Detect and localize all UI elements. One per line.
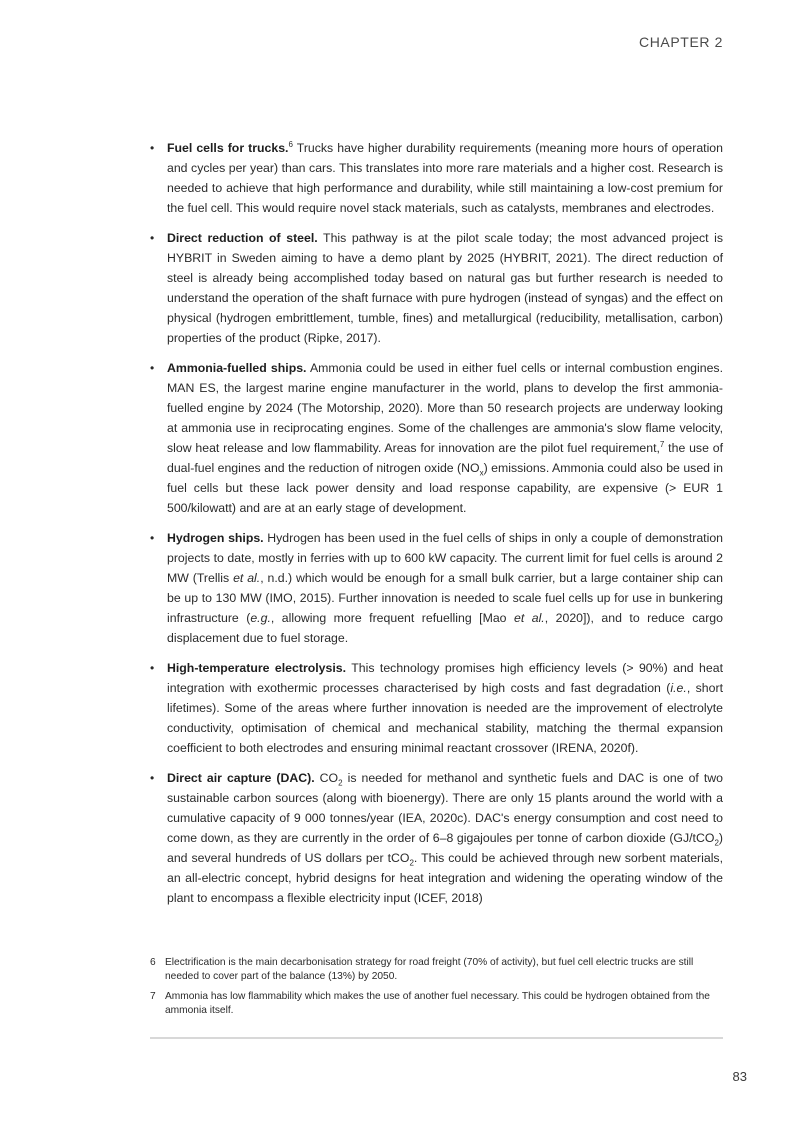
bullet-dot: • [150, 231, 155, 245]
footnote-ref-6[interactable]: 6 [288, 139, 293, 149]
bullet-text: , allowing more frequent refuelling [Mao [270, 611, 514, 625]
footnote-number: 7 [150, 991, 156, 1002]
bullet-direct-air-capture [150, 768, 723, 908]
bullet-dot: • [150, 361, 155, 375]
chapter-header: CHAPTER 2 [639, 34, 723, 50]
italic-text: e.g. [250, 611, 271, 625]
footnotes [150, 956, 723, 1024]
italic-text: et al. [233, 571, 261, 585]
bullet-fuel-cells-trucks [150, 138, 723, 218]
bullet-text: CO [314, 771, 339, 785]
bullet-title: High-temperature electrolysis. [167, 661, 347, 675]
footnote-text: Ammonia has low flammability which makes the use of another fuel necessary. This could be hydrogen obtained from the ammonia itself. [165, 991, 710, 1016]
subscript: 2 [338, 778, 343, 788]
innovation-list [150, 138, 723, 908]
page-number: 83 [732, 1069, 747, 1084]
bullet-text: . This could be achieved through new sorbent materials, an all-electric concept, hybrid designs for heat integration and widening the operating window of the plant to encompass a flexible electricity input (ICEF, 2018) [167, 851, 724, 905]
bullet-text: Trucks have higher durability requirements (meaning more hours of operation and cycles per year) than cars. This translates into more rare materials and a higher cost. Research is needed to achieve that high performance and durability, while still maintaining a low-cost premium for the fuel cell. This would require novel stack materials, such as catalysts, membranes and electrodes. [167, 141, 723, 215]
main-content [150, 138, 723, 918]
bullet-direct-reduction-steel [150, 228, 723, 348]
footnote-ref-7[interactable]: 7 [659, 439, 665, 449]
bullet-dot: • [150, 531, 155, 545]
bullet-text: , short lifetimes). Some of the areas where further innovation is needed are the improvement of electrolyte conductivity, optimisation of chemical and mechanical stability, matching the thermal expansion coefficient to both electrodes and ensuring minimal reactant crossover (IRENA, 2020f). [167, 681, 724, 755]
bullet-title: Ammonia-fuelled ships. [167, 361, 307, 375]
bullet-text: This technology promises high efficiency levels (> 90%) and heat integration with exothermic processes characterised by high costs and fast degradation ( [167, 661, 723, 695]
bullet-text: ) and several hundreds of US dollars per tCO [167, 831, 723, 865]
bullet-hydrogen-ships [150, 528, 723, 648]
bullet-text: Hydrogen has been used in the fuel cells of ships in only a couple of demonstration projects to date, mostly in ferries with up to 600 kW capacity. The current limit for fuel cells is around 2 MW (Trellis [167, 531, 723, 585]
italic-text: i.e. [670, 681, 687, 695]
bullet-text: , n.d.) which would be enough for a small bulk carrier, but a large container ship can be up to 130 MW (IMO, 2015). Further innovation is needed to scale fuel cells up for use in bunkering infrastructure ( [167, 571, 723, 625]
bullet-text: Ammonia could be used in either fuel cells or internal combustion engines. MAN ES, the largest marine engine manufacturer in the world, plans to develop the first ammonia-fuelled engine by 2024 (The Motorship, 2020). More than 50 research projects are underway looking at ammonia use in reciprocating engines. Some of the challenges are ammonia's slow flame velocity, slow heat release and low flammability. Areas for innovation are the pilot fuel requirement, [167, 361, 723, 455]
bullet-high-temp-electrolysis [150, 658, 723, 758]
bullet-text: ) emissions. Ammonia could also be used in fuel cells but these lack power density and load response capability, are expensive (> EUR 1 500/kilowatt) and are at an early stage of development. [167, 461, 724, 515]
bullet-title: Direct reduction of steel. [167, 231, 318, 245]
footnote-6 [150, 956, 723, 984]
footnote-text: Electrification is the main decarbonisation strategy for road freight (70% of activity), but fuel cell electric trucks are still needed to cover part of the balance (13%) by 2050. [165, 957, 694, 982]
bullet-title: Fuel cells for trucks. [167, 141, 289, 155]
subscript: 2 [409, 858, 414, 868]
bullet-title: Direct air capture (DAC). [167, 771, 315, 785]
bullet-text: , 2020]), and to reduce cargo displacement due to fuel storage. [167, 611, 723, 645]
italic-text: et al. [514, 611, 545, 625]
bullet-dot: • [150, 661, 155, 675]
footnote-7 [150, 990, 723, 1018]
bullet-title: Hydrogen ships. [167, 531, 264, 545]
bullet-dot: • [150, 771, 155, 785]
bullet-ammonia-ships [150, 358, 723, 518]
footer-divider [150, 1037, 723, 1039]
bullet-text: the use of dual-fuel engines and the reduction of nitrogen oxide (NO [167, 441, 723, 475]
bullet-text: is needed for methanol and synthetic fuels and DAC is one of two sustainable carbon sources (along with bioenergy). There are only 15 plants around the world with a cumulative capacity of 9 000 tonnes/year (IEA, 2020c). DAC's energy consumption and cost need to come down, as they are currently in the order of 6–8 gigajoules per tonne of carbon dioxide (GJ/tCO [167, 771, 723, 845]
bullet-text: This pathway is at the pilot scale today; the most advanced project is HYBRIT in Sweden aiming to have a demo plant by 2025 (HYBRIT, 2021). The direct reduction of steel is already being accomplished today based on natural gas but further research is needed to understand the operation of the shaft furnace with pure hydrogen (instead of syngas) and the effect on physical (hydrogen embrittlement, tumble, fines) and metallurgical (reducibility, metallisation, carbon) properties of the product (Ripke, 2017). [167, 231, 723, 345]
bullet-dot: • [150, 141, 155, 155]
subscript: 2 [714, 838, 719, 848]
footnote-number: 6 [150, 957, 156, 968]
subscript: x [479, 468, 484, 478]
